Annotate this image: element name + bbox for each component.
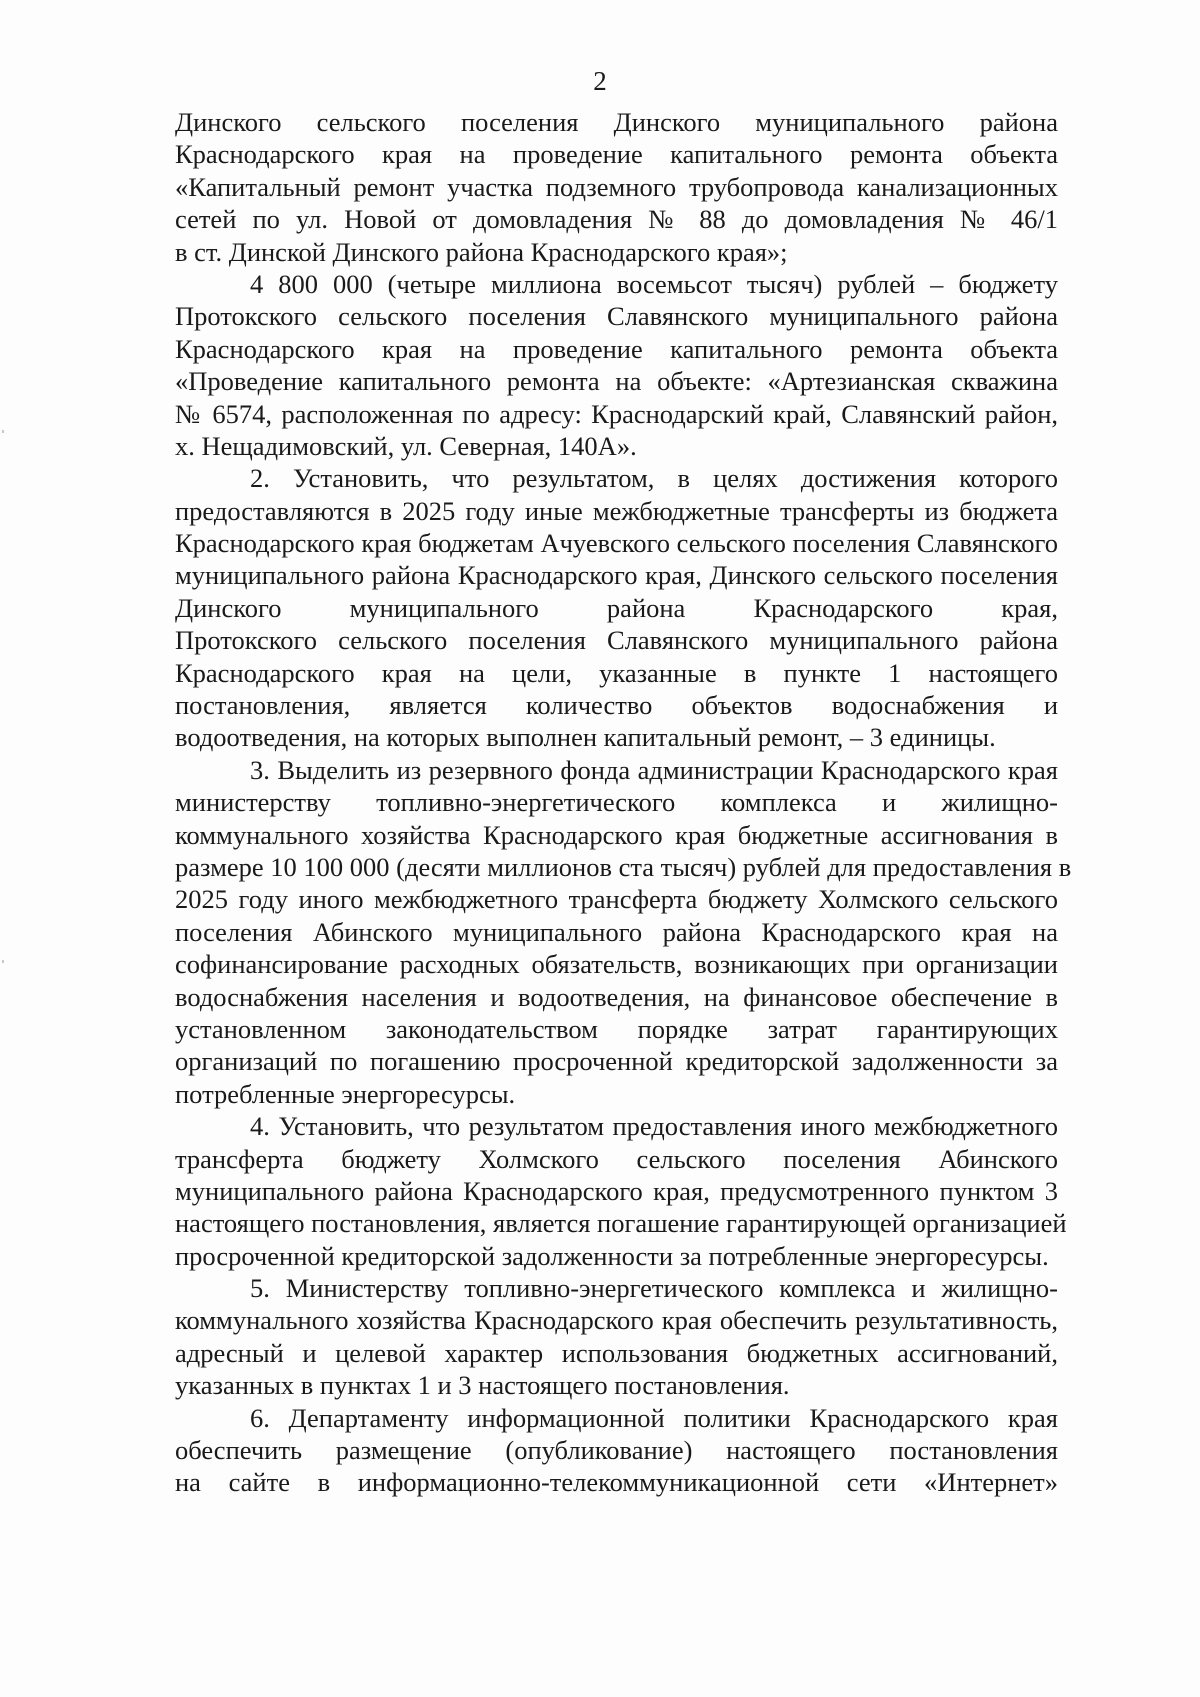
text-line: установленном законодательством порядке затрат гарантирующих bbox=[175, 1013, 1058, 1044]
text-line: Краснодарского края на проведение капитального ремонта объекта bbox=[175, 139, 1058, 170]
text-line: потребленные энергоресурсы. bbox=[175, 1078, 516, 1109]
text-line: адресный и целевой характер использования бюджетных ассигнований, bbox=[175, 1337, 1058, 1368]
document-body bbox=[175, 106, 1072, 1499]
text-line: 6. Департаменту информационной политики Краснодарского края bbox=[250, 1402, 1058, 1433]
text-line: поселения Абинского муниципального района Краснодарского края на bbox=[175, 916, 1058, 947]
text-line: коммунального хозяйства Краснодарского края обеспечить результативность, bbox=[175, 1305, 1058, 1336]
text-line: х. Нещадимовский, ул. Северная, 140А». bbox=[175, 430, 637, 461]
text-line: просроченной кредиторской задолженности за потребленные энергоресурсы. bbox=[175, 1240, 1049, 1271]
text-line: водоотведения, на которых выполнен капитальный ремонт, – 3 единицы. bbox=[175, 722, 996, 753]
text-line: министерству топливно-энергетического комплекса и жилищно- bbox=[175, 787, 1058, 818]
text-line: Протокского сельского поселения Славянского муниципального района bbox=[175, 301, 1058, 332]
text-line: муниципального района Краснодарского края, Динского сельского поселения bbox=[175, 560, 1058, 591]
scan-artifact bbox=[2, 960, 4, 963]
text-line: софинансирование расходных обязательств, возникающих при организации bbox=[175, 949, 1058, 980]
text-line: Краснодарского края на цели, указанные в пункте 1 настоящего bbox=[175, 657, 1058, 688]
page-number: 2 bbox=[593, 66, 607, 96]
text-line: обеспечить размещение (опубликование) настоящего постановления bbox=[175, 1435, 1058, 1466]
text-line: 4 800 000 (четыре миллиона восемьсот тысяч) рублей – бюджету bbox=[250, 268, 1058, 299]
text-line: настоящего постановления, является погашение гарантирующей организацией bbox=[175, 1208, 1067, 1239]
text-line: 4. Установить, что результатом предоставления иного межбюджетного bbox=[250, 1111, 1058, 1142]
text-line: Краснодарского края на проведение капитального ремонта объекта bbox=[175, 333, 1058, 364]
text-line: «Проведение капитального ремонта на объекте: «Артезианская скважина bbox=[175, 366, 1058, 397]
scan-artifact bbox=[2, 430, 4, 433]
text-line: 2025 году иного межбюджетного трансферта бюджету Холмского сельского bbox=[175, 884, 1058, 915]
text-line: указанных в пунктах 1 и 3 настоящего постановления. bbox=[175, 1370, 790, 1401]
text-line: коммунального хозяйства Краснодарского края бюджетные ассигнования в bbox=[175, 819, 1058, 850]
text-line: Протокского сельского поселения Славянского муниципального района bbox=[175, 625, 1058, 656]
text-line: 3. Выделить из резервного фонда администрации Краснодарского края bbox=[250, 754, 1058, 785]
text-line: сетей по ул. Новой от домовладения № 88 до домовладения № 46/1 bbox=[175, 204, 1058, 235]
text-line: № 6574, расположенная по адресу: Краснодарский край, Славянский район, bbox=[175, 398, 1058, 429]
text-line: Краснодарского края бюджетам Ачуевского сельского поселения Славянского bbox=[175, 528, 1058, 559]
text-line: 5. Министерству топливно-энергетического комплекса и жилищно- bbox=[250, 1273, 1058, 1304]
text-line: 2. Установить, что результатом, в целях достижения которого bbox=[250, 463, 1058, 494]
text-line: в ст. Динской Динского района Краснодарского края»; bbox=[175, 236, 788, 267]
text-line: на сайте в информационно-телекоммуникационной сети «Интернет» bbox=[175, 1467, 1058, 1498]
text-line: постановления, является количество объектов водоснабжения и bbox=[175, 690, 1058, 721]
text-line: «Капитальный ремонт участка подземного трубопровода канализационных bbox=[175, 171, 1058, 202]
text-line: трансферта бюджету Холмского сельского поселения Абинского bbox=[175, 1143, 1058, 1174]
text-line: предоставляются в 2025 году иные межбюджетные трансферты из бюджета bbox=[175, 495, 1058, 526]
text-line: муниципального района Краснодарского края, предусмотренного пунктом 3 bbox=[175, 1175, 1058, 1206]
text-line: водоснабжения населения и водоотведения, на финансовое обеспечение в bbox=[175, 981, 1058, 1012]
text-line: Динского сельского поселения Динского муниципального района bbox=[175, 107, 1058, 137]
text-line: размере 10 100 000 (десяти миллионов ста тысяч) рублей для предоставления в bbox=[175, 851, 1072, 882]
text-line: Динского муниципального района Краснодарского края, bbox=[175, 592, 1058, 623]
text-line: организаций по погашению просроченной кредиторской задолженности за bbox=[175, 1046, 1058, 1077]
